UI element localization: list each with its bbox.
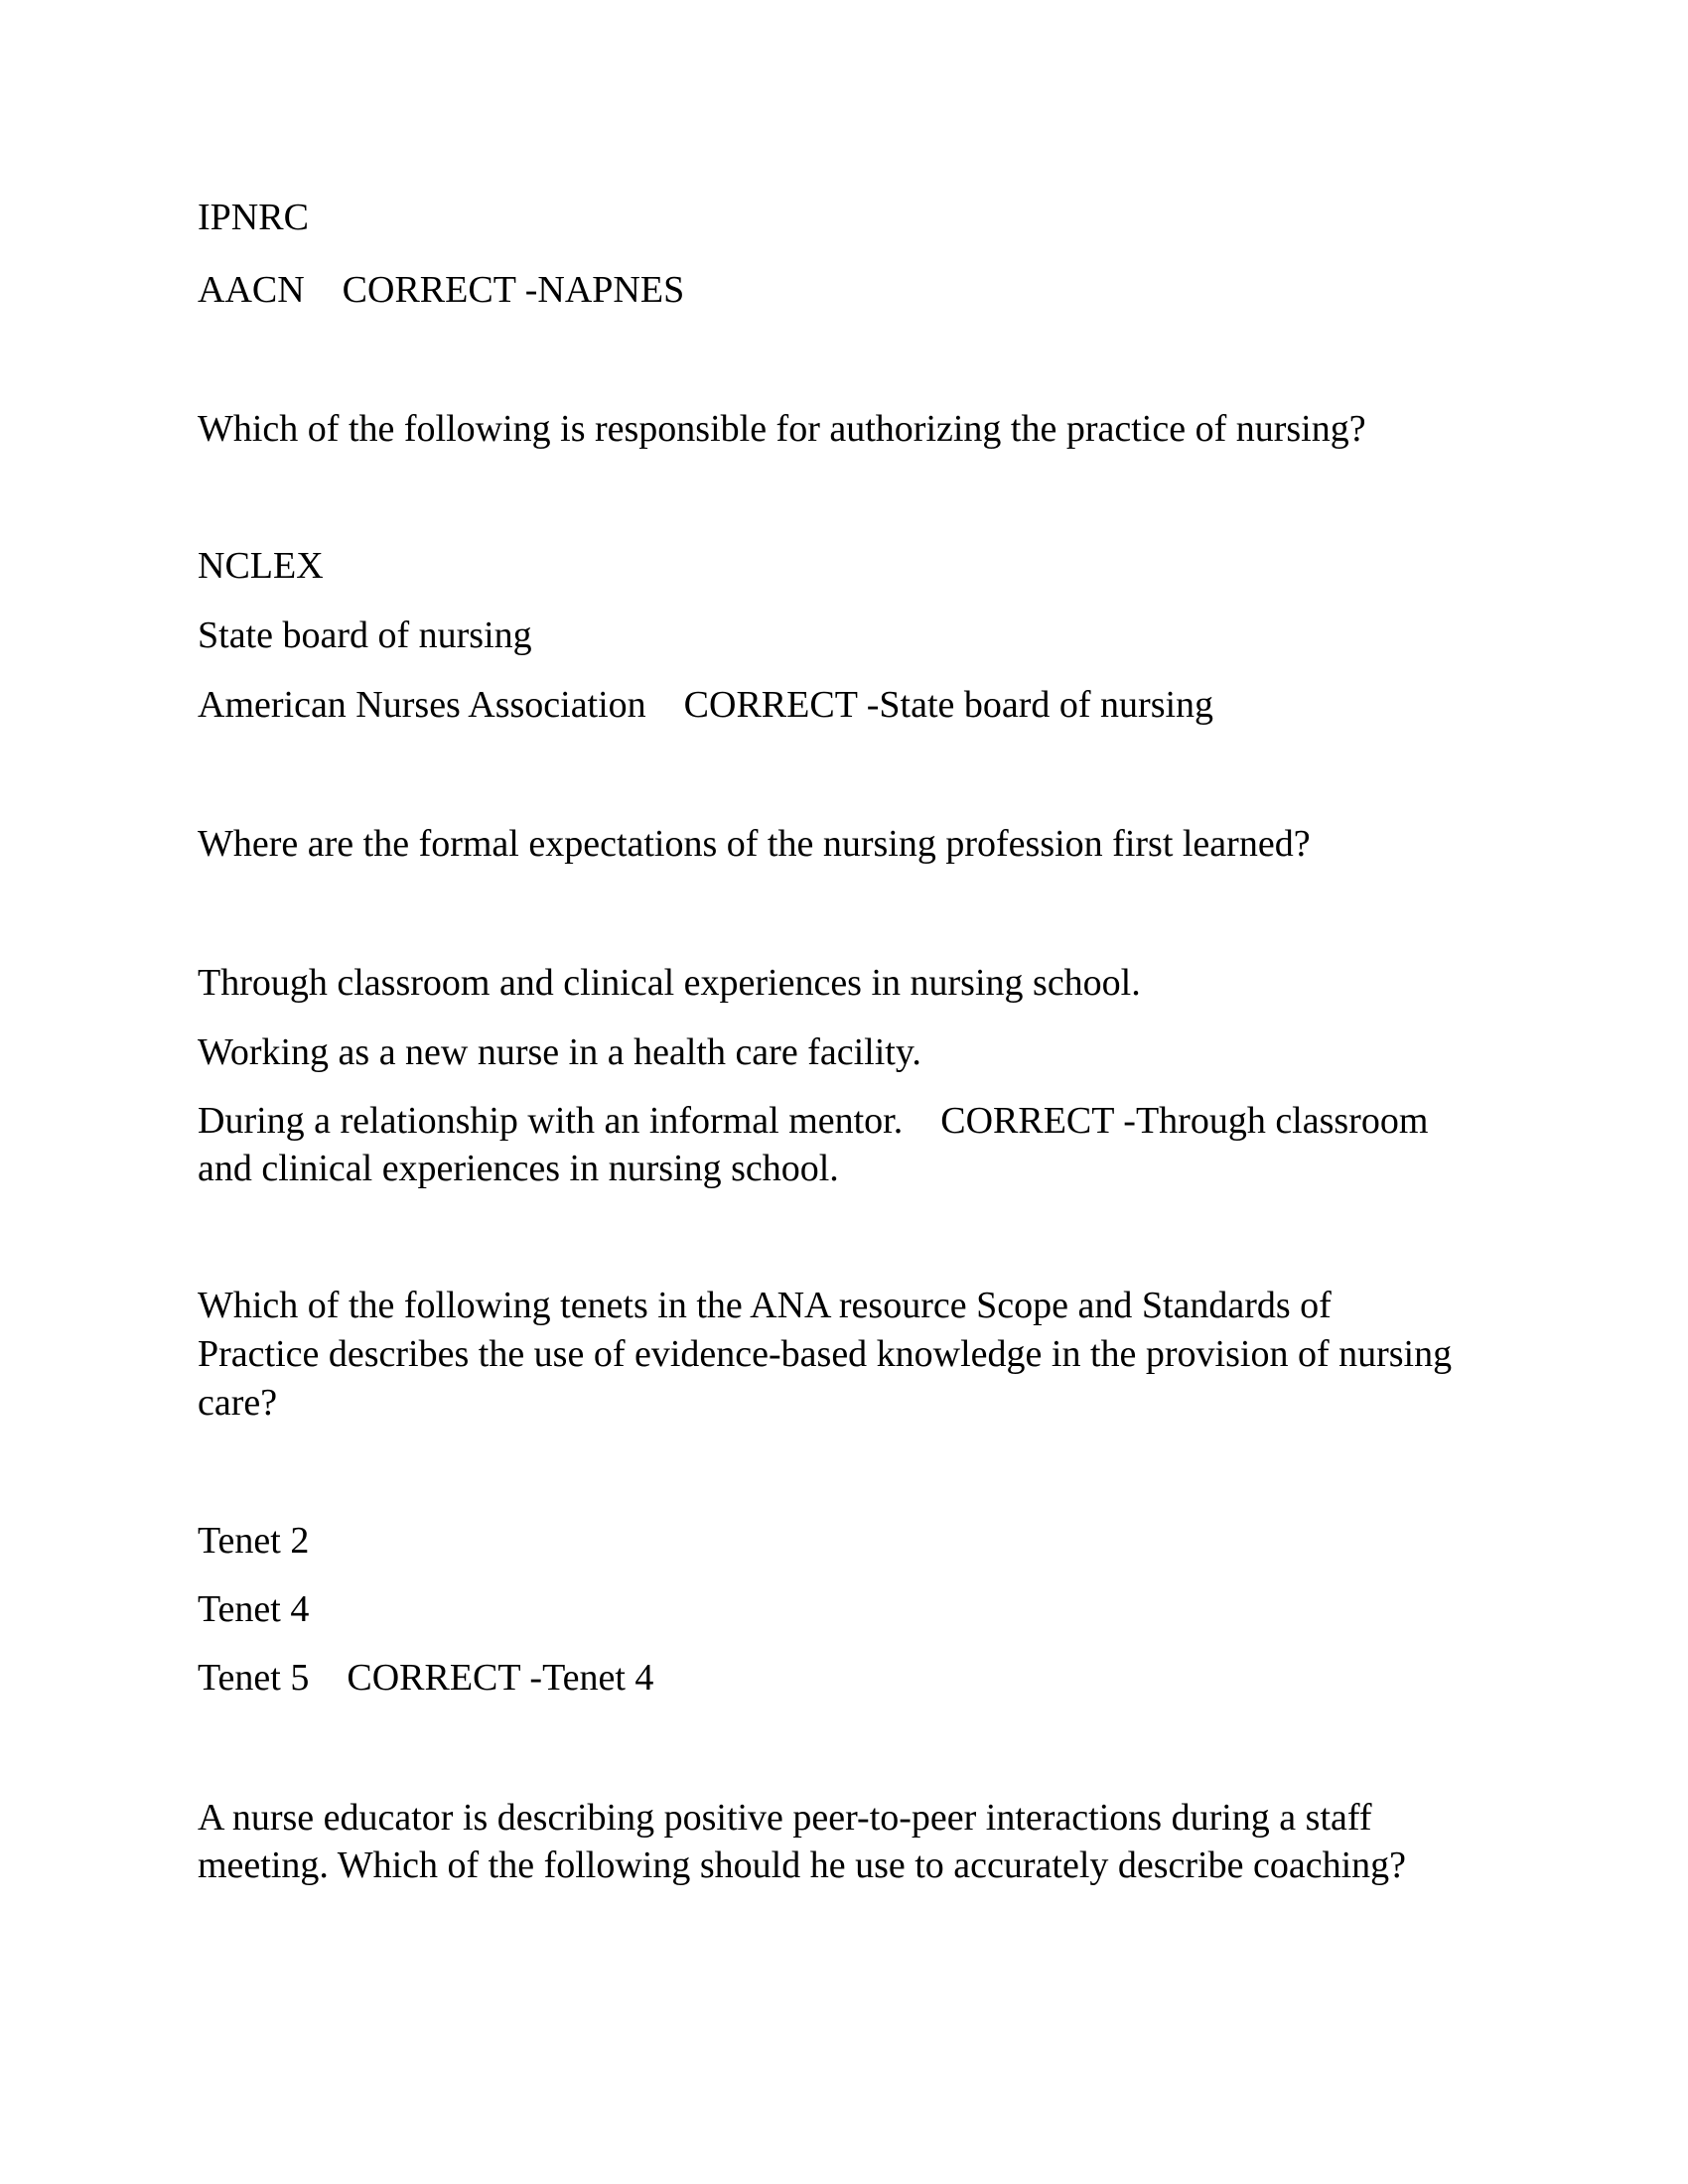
answer-option: Through classroom and clinical experiences in nursing school.: [198, 962, 1141, 1004]
question-text: Which of the following is responsible for authorizing the practice of nursing?: [198, 408, 1366, 450]
answer-option: Working as a new nurse in a health care facility.: [198, 1031, 921, 1073]
answer-option-with-correct: American Nurses Association CORRECT -State board of nursing: [198, 684, 1214, 726]
answer-option: Tenet 4: [198, 1588, 310, 1630]
answer-option-with-correct: During a relationship with an informal mentor. CORRECT -Through classroom: [198, 1100, 1429, 1142]
answer-option-continuation: and clinical experiences in nursing school.: [198, 1148, 839, 1189]
question-text: Practice describes the use of evidence-based knowledge in the provision of nursing: [198, 1333, 1453, 1375]
question-text: A nurse educator is describing positive peer-to-peer interactions during a staff: [198, 1797, 1372, 1839]
answer-option: NCLEX: [198, 545, 324, 587]
answer-option-with-correct: AACN CORRECT -NAPNES: [198, 269, 685, 311]
answer-option-with-correct: Tenet 5 CORRECT -Tenet 4: [198, 1657, 654, 1699]
question-text: care?: [198, 1382, 278, 1424]
question-text: Where are the formal expectations of the nursing profession first learned?: [198, 823, 1311, 865]
answer-option: State board of nursing: [198, 614, 532, 656]
answer-option: IPNRC: [198, 197, 309, 238]
question-text: meeting. Which of the following should he use to accurately describe coaching?: [198, 1844, 1407, 1886]
question-text: Which of the following tenets in the ANA resource Scope and Standards of: [198, 1285, 1332, 1326]
answer-option: Tenet 2: [198, 1520, 310, 1562]
